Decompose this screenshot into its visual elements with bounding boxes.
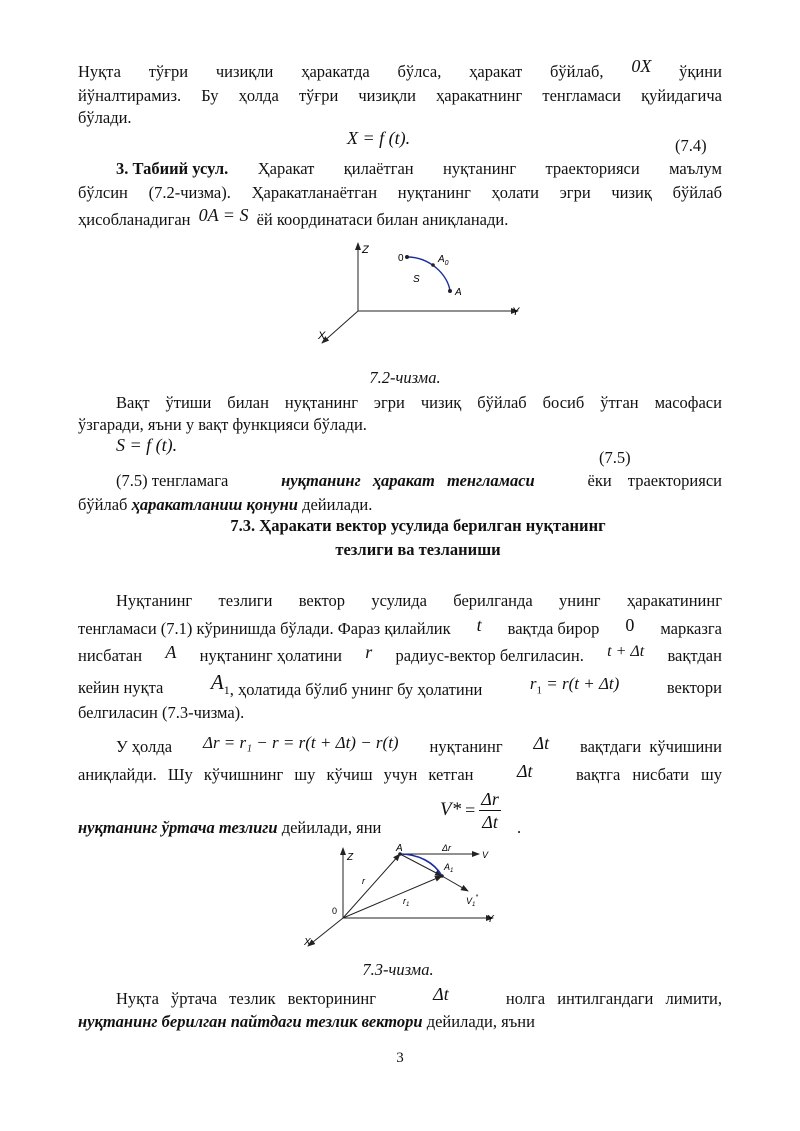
equation-7-5: S = f (t). — [116, 435, 178, 455]
math-t-plus-dt: t + Δt — [607, 643, 645, 660]
math-dt: Δt — [533, 733, 550, 753]
point-a0 — [431, 263, 435, 267]
word: чизиқли — [215, 62, 274, 81]
word: эгри — [373, 393, 405, 412]
word: Вақт — [116, 393, 150, 412]
word: тезлиги — [218, 591, 273, 610]
section-title-line1: 7.3. Ҳаракати вектор усулида берилган нуқтанинг — [230, 516, 606, 535]
text: Нуқта ўртача тезлик векторининг — [116, 989, 377, 1008]
word: бўлсин — [78, 183, 128, 202]
point-a1 — [440, 874, 444, 878]
text: марказга — [660, 619, 722, 638]
y-axis-label: Y — [487, 914, 494, 925]
radius-vector-r — [343, 854, 400, 918]
arc-s-label: S — [413, 274, 420, 285]
word: тўғри — [148, 62, 189, 81]
text: дейилади. — [302, 495, 373, 514]
point-a — [448, 289, 452, 293]
word: тенгламаси — [542, 86, 622, 105]
p1-line1 — [78, 56, 722, 84]
math-r1-def: $r_1 = r(t + \Delta t)$ — [529, 674, 620, 697]
text: кейин нуқта — [78, 678, 164, 697]
origin-label: 0 — [398, 253, 404, 264]
x-axis-label: X — [318, 330, 326, 342]
text: ёки траекторияси — [587, 471, 722, 490]
p5-line2 — [78, 617, 722, 641]
v-star: V* — [440, 799, 462, 820]
p5-line3 — [78, 644, 722, 668]
word: траекторияси — [545, 159, 640, 178]
word: Нуқтанинг — [116, 591, 193, 610]
figure-7-3-caption: 7.3-чизма. — [362, 960, 434, 979]
y-axis-label: Y — [512, 306, 520, 318]
fraction-denominator: Δt — [482, 811, 498, 832]
text: нуқтанинг ҳолатини — [199, 646, 342, 665]
text: дейилади, яъни — [426, 1012, 535, 1031]
word: унинг — [559, 591, 601, 610]
text: вақтдан — [667, 646, 722, 665]
word: чизиқли — [358, 86, 416, 105]
page-number: 3 — [396, 1050, 404, 1066]
p1-line3: бўлади. — [78, 108, 132, 127]
fraction-numerator: Δr — [481, 788, 499, 809]
word: бўйлаб — [477, 393, 527, 412]
word: йўналтирамиз. — [78, 86, 182, 105]
origin-label: 0 — [332, 906, 338, 916]
p3-line1 — [116, 391, 722, 415]
word: ҳолда — [238, 86, 279, 105]
a1-label: $A_1$ — [444, 862, 454, 874]
text: нисбатан — [78, 646, 143, 665]
section-heading-natural-method: 3. Табиий усул. — [116, 159, 229, 178]
a-label: A — [396, 843, 403, 854]
word: вектор — [298, 591, 346, 610]
word: ҳаракатнинг — [436, 86, 523, 105]
p6-line3 — [78, 816, 722, 840]
figure-7-2-caption: 7.2-чизма. — [369, 368, 441, 387]
origin-point — [405, 255, 409, 259]
v-label: V — [482, 850, 489, 860]
radius-vector-r1 — [343, 876, 442, 918]
a0-label: $A_0$ — [438, 254, 449, 267]
v1-star-label: $V_1^*$ — [466, 894, 479, 908]
x-axis-label: X — [304, 937, 311, 948]
math-a: A — [165, 642, 177, 662]
word: Нуқта — [78, 62, 121, 81]
word: тўғри — [298, 86, 339, 105]
text: вақтдаги кўчишини — [580, 737, 722, 756]
average-velocity-formula: V* = $\frac{\Delta r}{\Delta t}$ — [440, 788, 499, 832]
z-axis-label: Z — [347, 852, 354, 863]
emphasis: ҳаракатланиш қонуни — [131, 495, 298, 514]
word: қилаётган — [343, 159, 414, 178]
period: . — [517, 818, 522, 837]
text: , ҳолатида бўлиб унинг бу ҳолатини — [229, 680, 483, 699]
word: Бу — [201, 86, 219, 105]
word: усулида — [371, 591, 427, 610]
a-label: A — [455, 287, 462, 298]
word: ўтиши — [165, 393, 212, 412]
math-dt: Δt — [516, 761, 533, 781]
average-velocity-vector — [442, 876, 468, 891]
p6-line2 — [78, 763, 722, 787]
text: ёй координатаси билан аниқланади. — [256, 210, 509, 229]
math-zero: 0 — [625, 615, 635, 635]
text: вақтга нисбати шу — [576, 765, 722, 784]
math-t: t — [476, 615, 482, 635]
p5-line1 — [116, 589, 722, 613]
word: қуйидагича — [641, 86, 722, 105]
x-axis — [308, 918, 343, 946]
text: тенгламаси (7.1) кўринишда бўлади. Фараз қилайлик — [78, 619, 451, 638]
word: нуқтанинг — [284, 393, 358, 412]
text: радиус-вектор белгиласин. — [395, 646, 584, 665]
p2-line2 — [78, 181, 722, 205]
figure-7-3 — [296, 838, 506, 958]
word: Ҳаракатланаётган — [251, 183, 378, 202]
arc-coordinate-math: 0A = S — [198, 205, 249, 225]
p7-line2 — [78, 1010, 722, 1034]
word: билан — [227, 393, 269, 412]
p7-line1 — [116, 984, 722, 1011]
p1-line2 — [78, 84, 722, 108]
word: нуқтанинг — [397, 183, 471, 202]
word: ўтган — [600, 393, 639, 412]
displacement-formula: Δr = r₁ − r = r(t + Δt) − r(t) — [202, 733, 399, 752]
p4-line2 — [78, 493, 722, 517]
word: берилганда — [453, 591, 533, 610]
text: дейилади, яни — [281, 818, 382, 837]
r1-label: $r_1$ — [403, 896, 410, 908]
p3-line2: ўзгаради, яъни у вақт функцияси бўлади. — [78, 415, 367, 434]
text: аниқлайди. Шу кўчишнинг шу кўчиш учун кетган — [78, 765, 474, 784]
equation-number-7-5: (7.5) — [599, 448, 631, 467]
p5-line5: белгиласин (7.3-чизма). — [78, 703, 245, 722]
text: вектори — [666, 678, 722, 697]
word: босиб — [542, 393, 585, 412]
text: ҳисобланадиган — [78, 210, 191, 229]
figure-7-2 — [300, 235, 540, 355]
word: ўқини — [679, 62, 722, 81]
emphasis: нуқтанинг берилган пайтдаги тезлик вектори — [78, 1012, 423, 1031]
equation-7-4: X = f (t). — [347, 128, 411, 148]
math-dt: Δt — [433, 984, 449, 1004]
z-axis-label: Z — [362, 244, 369, 256]
equation-number-7-4: (7.4) — [675, 136, 707, 155]
word: Ҳаракат — [257, 159, 315, 178]
text: (7.5) тенгламага — [116, 471, 229, 490]
section-title-line2: тезлиги ва тезланиши — [335, 540, 501, 559]
p6-line1 — [116, 735, 722, 759]
text: бўйлаб — [78, 495, 128, 514]
text: У ҳолда — [116, 737, 173, 756]
dr-label: Δr — [442, 843, 452, 853]
text: вақтда бирор — [507, 619, 600, 638]
emphasis: нуқтанинг ўртача тезлиги — [78, 818, 278, 837]
axis-0x-math: 0X — [631, 56, 652, 76]
word: (7.2-чизма). — [148, 183, 231, 202]
emphasis: нуқтанинг ҳаракат тенгламаси — [281, 471, 535, 490]
word: маълум — [669, 159, 722, 178]
p2-line1 — [116, 157, 722, 181]
math-r: r — [365, 642, 373, 662]
word: эгри — [559, 183, 591, 202]
word: ҳолати — [491, 183, 540, 202]
word: чизиқ — [611, 183, 652, 202]
word: ҳаракатда — [301, 62, 370, 81]
p2-line3 — [78, 207, 722, 232]
word: бўлса, — [397, 62, 442, 81]
word: бўйлаб, — [550, 62, 604, 81]
word: ҳаракатининг — [626, 591, 722, 610]
word: чизиқ — [420, 393, 462, 412]
p4-line1 — [116, 469, 722, 493]
word: масофаси — [654, 393, 722, 412]
word: нуқтанинг — [443, 159, 517, 178]
text: нуқтанинг — [429, 737, 503, 756]
r-label: r — [362, 876, 365, 886]
word: ҳаракат — [469, 62, 523, 81]
x-axis — [322, 311, 358, 343]
math-a1: $A_1$ — [210, 670, 230, 698]
text: нолга интилгандаги лимити, — [505, 989, 722, 1008]
word: бўйлаб — [672, 183, 722, 202]
